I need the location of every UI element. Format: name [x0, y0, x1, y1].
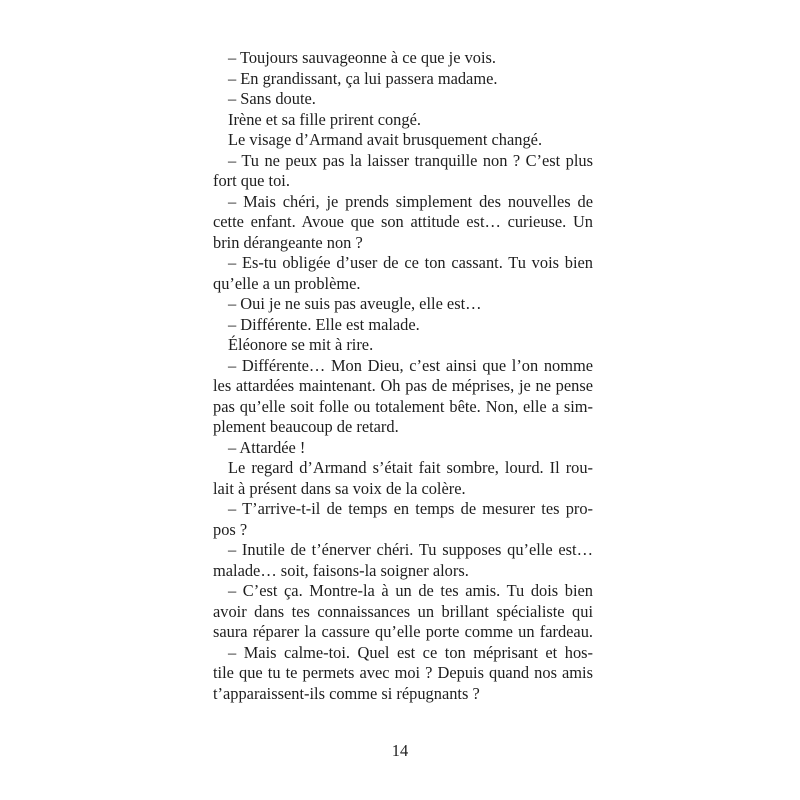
text-line: – Oui je ne suis pas aveugle, elle est… [228, 294, 482, 313]
text-line: – Mais chéri, je prends simplement des nouvelles de [228, 191, 593, 211]
text-line: qu’elle a un problème. [213, 273, 361, 293]
text-line: cette enfant. Avoue que son attitude est… curieuse. Un [213, 212, 593, 231]
text-line: – Différente. Elle est malade. [228, 314, 420, 334]
text-line: pos ? [213, 519, 248, 539]
text-line: lait à présent dans sa voix de la colère. [213, 478, 466, 498]
text-line: – Différente… Mon Dieu, c’est ainsi que l’on nomme [228, 355, 593, 375]
text-line: – T’arrive-t-il de temps en temps de mesurer tes pro- [228, 499, 593, 518]
text-line: saura réparer la cassure qu’elle porte comme un fardeau. [213, 622, 593, 641]
text-line: Le regard d’Armand s’était fait sombre, lourd. Il rou- [228, 458, 593, 477]
text-line: Éléonore se mit à rire. [228, 335, 374, 354]
text-line: – Tu ne peux pas la laisser tranquille non ? C’est plus [228, 150, 593, 170]
text-line: – Sans doute. [228, 89, 316, 108]
text-line: Irène et sa fille prirent congé. [228, 109, 421, 129]
text-line: – Mais calme-toi. Quel est ce ton méprisant et hos- [228, 642, 593, 662]
text-line: Le visage d’Armand avait brusquement changé. [228, 130, 543, 149]
text-line: plement beaucoup de retard. [213, 417, 399, 436]
text-line: pas qu’elle soit folle ou totalement bête. Non, elle a sim- [213, 396, 593, 416]
text-line: – Toujours sauvageonne à ce que je vois. [228, 48, 497, 67]
text-line: malade… soit, faisons-la soigner alors. [213, 560, 469, 580]
page-number: 14 [391, 741, 409, 760]
text-line: tile que tu te permets avec moi ? Depuis quand nos amis [213, 663, 593, 682]
text-line: – Inutile de t’énerver chéri. Tu supposes qu’elle est… [228, 540, 593, 559]
text-line: fort que toi. [213, 171, 290, 190]
text-line: brin dérangeante non ? [213, 232, 363, 252]
text-line: – Attardée ! [228, 437, 306, 457]
text-line: les attardées maintenant. Oh pas de méprises, je ne pense [213, 376, 593, 395]
text-line: – C’est ça. Montre-la à un de tes amis. Tu dois bien [228, 581, 593, 600]
body-text [213, 48, 593, 704]
text-line: t’apparaissent-ils comme si répugnants ? [213, 683, 480, 703]
text-line: – Es-tu obligée d’user de ce ton cassant. Tu vois bien [228, 253, 593, 272]
text-line: avoir dans tes connaissances un brillant spécialiste qui [213, 601, 593, 621]
text-line: – En grandissant, ça lui passera madame. [228, 68, 498, 88]
